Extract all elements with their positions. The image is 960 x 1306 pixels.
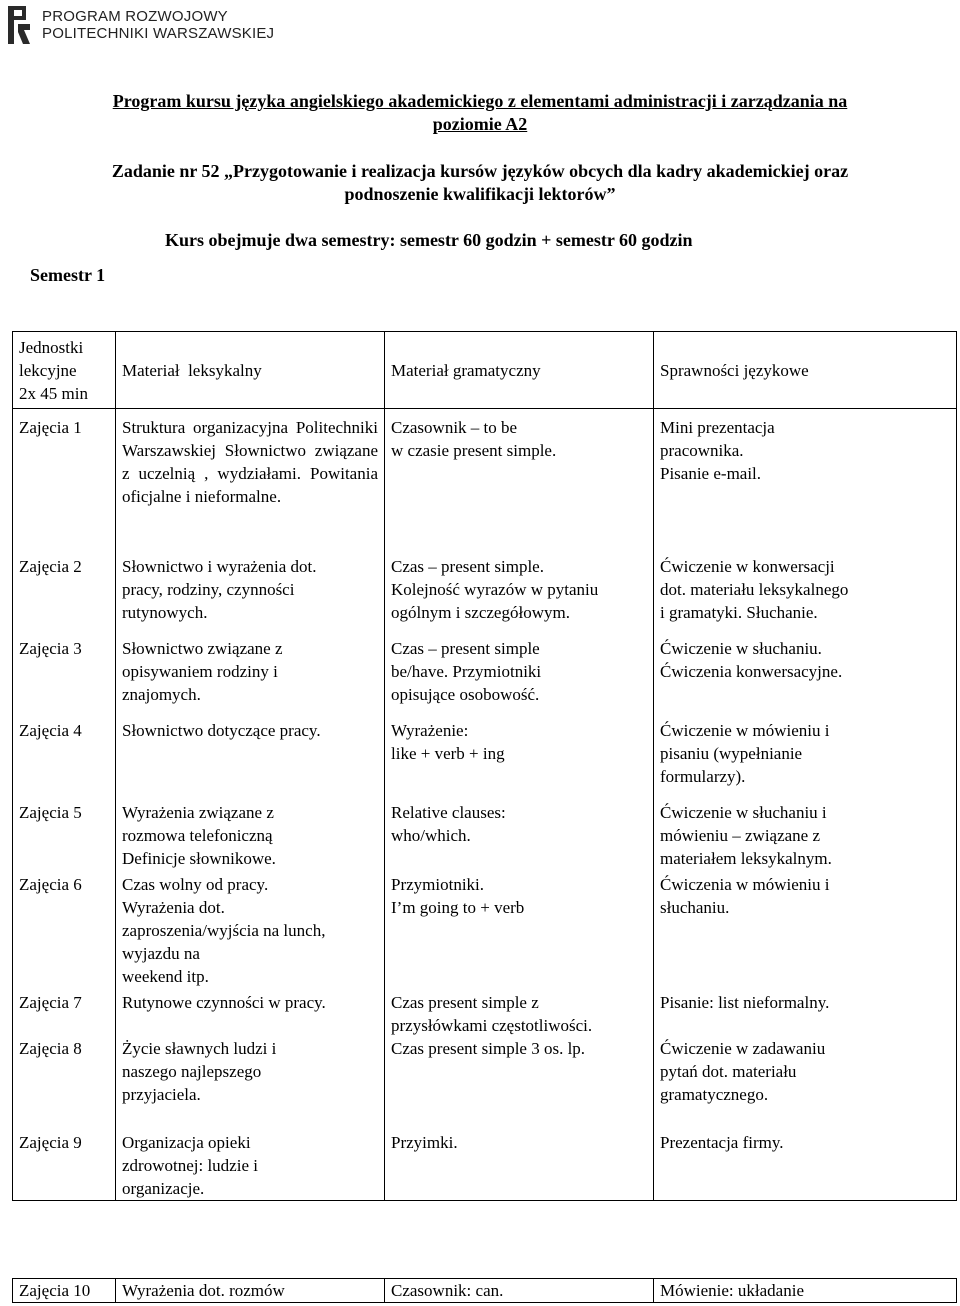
skills-cell-line: pytań dot. materiału — [660, 1062, 797, 1081]
lexical-cell-line: Struktura organizacyjna Politechniki Warszawskiej Słownictwo związane z uczelnią , wydziałami. Powitania oficjalne i nieformalne. — [122, 418, 378, 506]
lexical-cell: Wyrażenia dot. rozmów — [116, 1279, 385, 1303]
grammar-cell-line: like + verb + ing — [391, 744, 505, 763]
skills-cell-line: Pisanie: list nieformalny. — [660, 993, 830, 1012]
grammar-cell — [385, 1037, 654, 1131]
skills-cell-line: Ćwiczenie w słuchaniu i — [660, 803, 827, 822]
table-row — [13, 1131, 957, 1201]
row-label: Zajęcia 2 — [13, 555, 116, 637]
skills-cell-line: Ćwiczenia w mówieniu i — [660, 875, 830, 894]
lexical-cell-line: zdrowotnej: ludzie i — [122, 1156, 258, 1175]
header-lexical: Materiał leksykalny — [116, 332, 385, 409]
row-label: Zajęcia 9 — [13, 1131, 116, 1201]
skills-cell-line: i gramatyki. Słuchanie. — [660, 603, 818, 622]
table-row — [13, 555, 957, 637]
semester-label: Semestr 1 — [30, 265, 106, 285]
lexical-cell-line: Wyrażenia związane z — [122, 803, 274, 822]
grammar-cell — [385, 1131, 654, 1201]
lexical-cell-line: znajomych. — [122, 685, 201, 704]
lexical-cell-line: rutynowych. — [122, 603, 208, 622]
lexical-cell — [116, 873, 385, 991]
row-label: Zajęcia 7 — [13, 991, 116, 1037]
lexical-cell-line: Rutynowe czynności w pracy. — [122, 993, 326, 1012]
lexical-cell — [116, 1131, 385, 1201]
skills-cell-line: Mini prezentacja — [660, 418, 775, 437]
title-line-2: poziomie A2 — [432, 114, 528, 134]
skills-cell-line: słuchaniu. — [660, 898, 730, 917]
row-label: Zajęcia 10 — [13, 1279, 116, 1303]
task-title — [30, 160, 930, 206]
grammar-cell-line: Przymiotniki. — [391, 875, 485, 894]
grammar-cell-line: Przyimki. — [391, 1133, 458, 1152]
grammar-cell — [385, 991, 654, 1037]
grammar-cell — [385, 637, 654, 719]
table-row — [13, 719, 957, 801]
lexical-cell-line: naszego najlepszego — [122, 1062, 262, 1081]
lexical-cell-line: Słownictwo dotyczące pracy. — [122, 721, 321, 740]
logo-line-1: PROGRAM ROZWOJOWY — [42, 8, 228, 25]
grammar-cell-line: who/which. — [391, 826, 471, 845]
program-logo — [6, 4, 274, 46]
skills-cell-line: materiałem leksykalnym. — [660, 849, 832, 868]
task-line-2: podnoszenie kwalifikacji lektorów” — [344, 184, 616, 204]
skills-cell — [654, 801, 957, 873]
lexical-cell — [116, 1037, 385, 1131]
lexical-cell-line: Organizacja opieki — [122, 1133, 251, 1152]
grammar-cell — [385, 719, 654, 801]
grammar-cell-line: Czas – present simple. — [391, 557, 544, 576]
skills-cell-line: gramatycznego. — [660, 1085, 769, 1104]
row-label: Zajęcia 3 — [13, 637, 116, 719]
lexical-cell-line: Czas wolny od pracy. — [122, 875, 269, 894]
row-label: Zajęcia 4 — [13, 719, 116, 801]
grammar-cell-line: ogólnym i szczegółowym. — [391, 603, 570, 622]
table-row — [13, 1037, 957, 1131]
skills-cell — [654, 873, 957, 991]
grammar-cell: Czasownik: can. — [385, 1279, 654, 1303]
title-line-1: Program kursu języka angielskiego akademickiego z elementami administracji i zarządzania na — [112, 91, 848, 111]
grammar-cell-line: opisujące osobowość. — [391, 685, 540, 704]
grammar-cell-line: Czas – present simple — [391, 639, 540, 658]
table-row — [13, 637, 957, 719]
lexical-cell-line: Słownictwo i wyrażenia dot. — [122, 557, 317, 576]
lexical-cell — [116, 409, 385, 556]
continuation-table — [12, 1278, 957, 1303]
grammar-cell-line: w czasie present simple. — [391, 441, 557, 460]
skills-cell — [654, 637, 957, 719]
skills-cell-line: Ćwiczenie w słuchaniu. — [660, 639, 822, 658]
lexical-cell-line: Życie sławnych ludzi i — [122, 1039, 277, 1058]
skills-cell-line: Prezentacja firmy. — [660, 1133, 784, 1152]
skills-cell-line: Pisanie e-mail. — [660, 464, 762, 483]
header-units-line: 2x 45 min — [19, 383, 88, 403]
grammar-cell-line: be/have. Przymiotniki — [391, 662, 542, 681]
lexical-cell-line: Definicje słownikowe. — [122, 849, 276, 868]
skills-cell-line: Ćwiczenia konwersacyjne. — [660, 662, 843, 681]
logo-line-2: POLITECHNIKI WARSZAWSKIEJ — [42, 25, 275, 42]
lexical-cell-line: organizacje. — [122, 1179, 205, 1198]
grammar-cell-line: Czas present simple z — [391, 993, 539, 1012]
skills-cell-line: mówieniu – związane z — [660, 826, 821, 845]
row-label: Zajęcia 5 — [13, 801, 116, 873]
lexical-cell-line: rozmowa telefoniczną — [122, 826, 273, 845]
lexical-cell-line: zaproszenia/wyjścia na lunch, — [122, 921, 326, 940]
skills-cell-line: Ćwiczenie w konwersacji — [660, 557, 835, 576]
header-skills: Sprawności językowe — [654, 332, 957, 409]
skills-cell-line: Ćwiczenie w mówieniu i — [660, 721, 830, 740]
header-units — [13, 332, 116, 409]
header-units-line: Jednostki — [19, 337, 84, 357]
grammar-cell-line: Czas present simple 3 os. lp. — [391, 1039, 586, 1058]
skills-cell — [654, 991, 957, 1037]
skills-cell: Mówienie: układanie — [654, 1279, 957, 1303]
skills-cell-line: formularzy). — [660, 767, 746, 786]
skills-cell-line: pracownika. — [660, 441, 744, 460]
grammar-cell-line: przysłówkami częstotliwości. — [391, 1016, 593, 1035]
lexical-cell-line: Słownictwo związane z — [122, 639, 283, 658]
lexical-cell-line: Wyrażenia dot. — [122, 898, 225, 917]
logo-text — [42, 8, 274, 42]
lexical-cell — [116, 637, 385, 719]
row-label: Zajęcia 8 — [13, 1037, 116, 1131]
table-row — [13, 991, 957, 1037]
grammar-cell — [385, 801, 654, 873]
grammar-cell-line: Kolejność wyrazów w pytaniu — [391, 580, 599, 599]
skills-cell — [654, 719, 957, 801]
grammar-cell-line: I’m going to + verb — [391, 898, 525, 917]
course-info: Kurs obejmuje dwa semestry: semestr 60 godzin + semestr 60 godzin — [165, 230, 693, 250]
lexical-cell-line: przyjaciela. — [122, 1085, 201, 1104]
lexical-cell — [116, 555, 385, 637]
table-row — [13, 409, 957, 556]
syllabus-table — [12, 331, 957, 1201]
pr-logo-icon — [6, 4, 32, 46]
skills-cell — [654, 1037, 957, 1131]
skills-cell-line: dot. materiału leksykalnego — [660, 580, 849, 599]
table-header-row — [13, 332, 957, 409]
lexical-cell-line: wyjazdu na — [122, 944, 200, 963]
skills-cell-line: pisaniu (wypełnianie — [660, 744, 803, 763]
grammar-cell-line: Czasownik – to be — [391, 418, 518, 437]
grammar-cell-line: Relative clauses: — [391, 803, 506, 822]
grammar-cell — [385, 409, 654, 556]
grammar-cell — [385, 555, 654, 637]
grammar-cell-line: Wyrażenie: — [391, 721, 469, 740]
skills-cell-line: Ćwiczenie w zadawaniu — [660, 1039, 826, 1058]
skills-cell — [654, 1131, 957, 1201]
row-label: Zajęcia 1 — [13, 409, 116, 556]
header-units-line: lekcyjne — [19, 360, 77, 380]
skills-cell — [654, 409, 957, 556]
table-row — [13, 873, 957, 991]
table-row — [13, 1279, 957, 1303]
lexical-cell-line: weekend itp. — [122, 967, 209, 986]
skills-cell — [654, 555, 957, 637]
task-line-1: Zadanie nr 52 „Przygotowanie i realizacja kursów języków obcych dla kadry akademickiej oraz — [111, 161, 849, 181]
grammar-cell — [385, 873, 654, 991]
program-title — [30, 90, 930, 136]
row-label: Zajęcia 6 — [13, 873, 116, 991]
lexical-cell — [116, 719, 385, 801]
lexical-cell — [116, 801, 385, 873]
header-grammar: Materiał gramatyczny — [385, 332, 654, 409]
table-row — [13, 801, 957, 873]
lexical-cell — [116, 991, 385, 1037]
lexical-cell-line: opisywaniem rodziny i — [122, 662, 278, 681]
lexical-cell-line: pracy, rodziny, czynności — [122, 580, 295, 599]
